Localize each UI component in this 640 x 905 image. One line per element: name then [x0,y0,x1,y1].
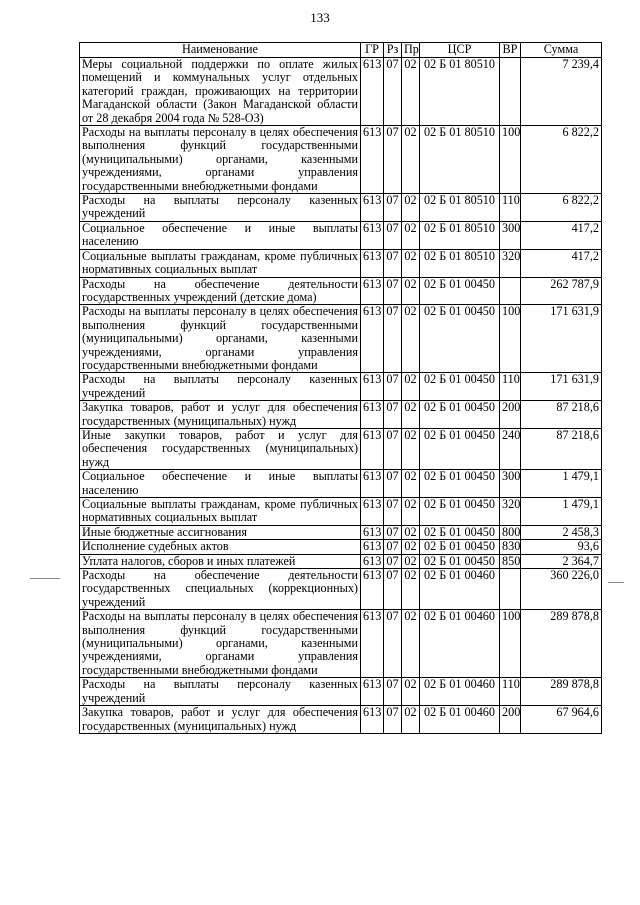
cell-rz: 07 [384,678,402,706]
cell-gr: 613 [361,58,384,126]
cell-sum: 6 822,2 [521,194,602,222]
cell-vr: 100 [500,610,521,678]
cell-csr: 02 Б 01 00450 [420,540,500,554]
cell-sum: 289 878,8 [521,610,602,678]
cell-rz: 07 [384,401,402,429]
cell-pr: 02 [402,554,420,568]
cell-gr: 613 [361,610,384,678]
table-row [80,525,602,539]
cell-csr: 02 Б 01 00450 [420,428,500,469]
cell-vr: 320 [500,498,521,526]
cell-pr: 02 [402,525,420,539]
column-header-pr: Пр [402,43,420,58]
cell-csr: 02 Б 01 00450 [420,305,500,373]
table-row [80,498,602,526]
cell-rz: 07 [384,305,402,373]
cell-vr: 200 [500,401,521,429]
cell-gr: 613 [361,305,384,373]
cell-gr: 613 [361,194,384,222]
cell-csr: 02 Б 01 80510 [420,58,500,126]
cell-vr [500,277,521,305]
cell-rz: 07 [384,249,402,277]
table-row [80,706,602,734]
cell-pr: 02 [402,498,420,526]
cell-sum: 289 878,8 [521,678,602,706]
table-header-row [80,43,602,58]
scan-mark-right [608,582,624,583]
cell-rz: 07 [384,470,402,498]
cell-rz: 07 [384,706,402,734]
cell-gr: 613 [361,277,384,305]
cell-sum: 417,2 [521,249,602,277]
cell-sum: 2 458,3 [521,525,602,539]
cell-sum: 93,6 [521,540,602,554]
cell-pr: 02 [402,194,420,222]
column-header-vr: ВР [500,43,521,58]
cell-vr: 850 [500,554,521,568]
cell-csr: 02 Б 01 80510 [420,249,500,277]
cell-pr: 02 [402,401,420,429]
cell-pr: 02 [402,305,420,373]
cell-vr [500,569,521,610]
cell-rz: 07 [384,525,402,539]
cell-name: Социальные выплаты гражданам, кроме публичных нормативных социальных выплат [80,498,361,526]
cell-vr: 100 [500,305,521,373]
cell-vr: 100 [500,126,521,194]
table-row [80,540,602,554]
cell-gr: 613 [361,678,384,706]
cell-gr: 613 [361,249,384,277]
cell-vr: 320 [500,249,521,277]
cell-name: Расходы на выплаты персоналу казенных учреждений [80,194,361,222]
cell-gr: 613 [361,525,384,539]
cell-pr: 02 [402,373,420,401]
cell-pr: 02 [402,126,420,194]
table-row [80,126,602,194]
cell-sum: 6 822,2 [521,126,602,194]
scan-mark-left [30,578,60,579]
cell-rz: 07 [384,498,402,526]
cell-gr: 613 [361,221,384,249]
cell-sum: 171 631,9 [521,373,602,401]
cell-gr: 613 [361,126,384,194]
cell-name: Расходы на выплаты персоналу в целях обеспечения выполнения функций государственными (муниципальными) органами, казенными учреждениями, органами управления государственными внебюджетными фондами [80,126,361,194]
cell-rz: 07 [384,194,402,222]
cell-name: Социальное обеспечение и иные выплаты населению [80,470,361,498]
cell-csr: 02 Б 01 00460 [420,706,500,734]
cell-name: Меры социальной поддержки по оплате жилых помещений и коммунальных услуг отдельных категорий граждан, проживающих на территории Магаданской области (Закон Магаданской области от 28 декабря 2004 года № 528-ОЗ) [80,58,361,126]
cell-name: Социальное обеспечение и иные выплаты населению [80,221,361,249]
table-row [80,373,602,401]
cell-csr: 02 Б 01 00450 [420,498,500,526]
cell-sum: 360 226,0 [521,569,602,610]
cell-csr: 02 Б 01 00450 [420,470,500,498]
cell-name: Расходы на выплаты персоналу казенных учреждений [80,373,361,401]
cell-rz: 07 [384,610,402,678]
cell-gr: 613 [361,401,384,429]
cell-pr: 02 [402,678,420,706]
cell-pr: 02 [402,428,420,469]
table-row [80,401,602,429]
table-row [80,249,602,277]
cell-csr: 02 Б 01 00460 [420,678,500,706]
table-body [80,58,602,734]
cell-rz: 07 [384,58,402,126]
table-row [80,305,602,373]
cell-csr: 02 Б 01 80510 [420,194,500,222]
cell-name: Исполнение судебных актов [80,540,361,554]
cell-name: Расходы на обеспечение деятельности государственных учреждений (детские дома) [80,277,361,305]
column-header-rz: Рз [384,43,402,58]
cell-gr: 613 [361,498,384,526]
cell-csr: 02 Б 01 80510 [420,126,500,194]
cell-name: Социальные выплаты гражданам, кроме публичных нормативных социальных выплат [80,249,361,277]
cell-pr: 02 [402,221,420,249]
cell-vr [500,58,521,126]
cell-pr: 02 [402,470,420,498]
cell-csr: 02 Б 01 00460 [420,569,500,610]
cell-csr: 02 Б 01 80510 [420,221,500,249]
cell-csr: 02 Б 01 00450 [420,525,500,539]
cell-name: Расходы на обеспечение деятельности государственных специальных (коррекционных) учреждений [80,569,361,610]
cell-sum: 417,2 [521,221,602,249]
table-row [80,194,602,222]
column-header-csr: ЦСР [420,43,500,58]
cell-sum: 2 364,7 [521,554,602,568]
cell-pr: 02 [402,58,420,126]
table-row [80,569,602,610]
cell-vr: 300 [500,470,521,498]
cell-gr: 613 [361,540,384,554]
cell-csr: 02 Б 01 00450 [420,401,500,429]
cell-gr: 613 [361,428,384,469]
cell-pr: 02 [402,540,420,554]
cell-vr: 200 [500,706,521,734]
budget-table [79,42,602,734]
table-row [80,277,602,305]
cell-vr: 110 [500,678,521,706]
cell-sum: 87 218,6 [521,428,602,469]
cell-sum: 1 479,1 [521,470,602,498]
cell-vr: 110 [500,194,521,222]
cell-pr: 02 [402,706,420,734]
cell-vr: 830 [500,540,521,554]
cell-vr: 240 [500,428,521,469]
cell-rz: 07 [384,373,402,401]
cell-pr: 02 [402,249,420,277]
table-row [80,610,602,678]
cell-sum: 7 239,4 [521,58,602,126]
cell-pr: 02 [402,277,420,305]
cell-csr: 02 Б 01 00450 [420,554,500,568]
cell-rz: 07 [384,221,402,249]
cell-rz: 07 [384,540,402,554]
table-row [80,428,602,469]
cell-sum: 171 631,9 [521,305,602,373]
table-row [80,554,602,568]
cell-pr: 02 [402,569,420,610]
cell-vr: 800 [500,525,521,539]
cell-rz: 07 [384,428,402,469]
cell-rz: 07 [384,277,402,305]
cell-sum: 262 787,9 [521,277,602,305]
column-header-gr: ГР [361,43,384,58]
cell-name: Закупка товаров, работ и услуг для обеспечения государственных (муниципальных) нужд [80,401,361,429]
cell-sum: 87 218,6 [521,401,602,429]
table-row [80,678,602,706]
cell-gr: 613 [361,554,384,568]
cell-vr: 300 [500,221,521,249]
page-number: 133 [310,10,330,25]
cell-gr: 613 [361,373,384,401]
cell-gr: 613 [361,569,384,610]
cell-csr: 02 Б 01 00460 [420,610,500,678]
cell-pr: 02 [402,610,420,678]
column-header-name: Наименование [80,43,361,58]
cell-vr: 110 [500,373,521,401]
cell-name: Расходы на выплаты персоналу в целях обеспечения выполнения функций государственными (муниципальными) органами, казенными учреждениями, органами управления государственными внебюджетными фондами [80,305,361,373]
cell-csr: 02 Б 01 00450 [420,373,500,401]
cell-name: Закупка товаров, работ и услуг для обеспечения государственных (муниципальных) нужд [80,706,361,734]
table-row [80,58,602,126]
cell-gr: 613 [361,706,384,734]
cell-sum: 67 964,6 [521,706,602,734]
table-row [80,470,602,498]
cell-rz: 07 [384,126,402,194]
cell-rz: 07 [384,569,402,610]
cell-sum: 1 479,1 [521,498,602,526]
cell-name: Иные закупки товаров, работ и услуг для обеспечения государственных (муниципальных) нужд [80,428,361,469]
column-header-sum: Сумма [521,43,602,58]
cell-csr: 02 Б 01 00450 [420,277,500,305]
cell-name: Уплата налогов, сборов и иных платежей [80,554,361,568]
cell-name: Расходы на выплаты персоналу в целях обеспечения выполнения функций государственными (муниципальными) органами, казенными учреждениями, органами управления государственными внебюджетными фондами [80,610,361,678]
cell-rz: 07 [384,554,402,568]
cell-name: Иные бюджетные ассигнования [80,525,361,539]
cell-name: Расходы на выплаты персоналу казенных учреждений [80,678,361,706]
table-row [80,221,602,249]
cell-gr: 613 [361,470,384,498]
